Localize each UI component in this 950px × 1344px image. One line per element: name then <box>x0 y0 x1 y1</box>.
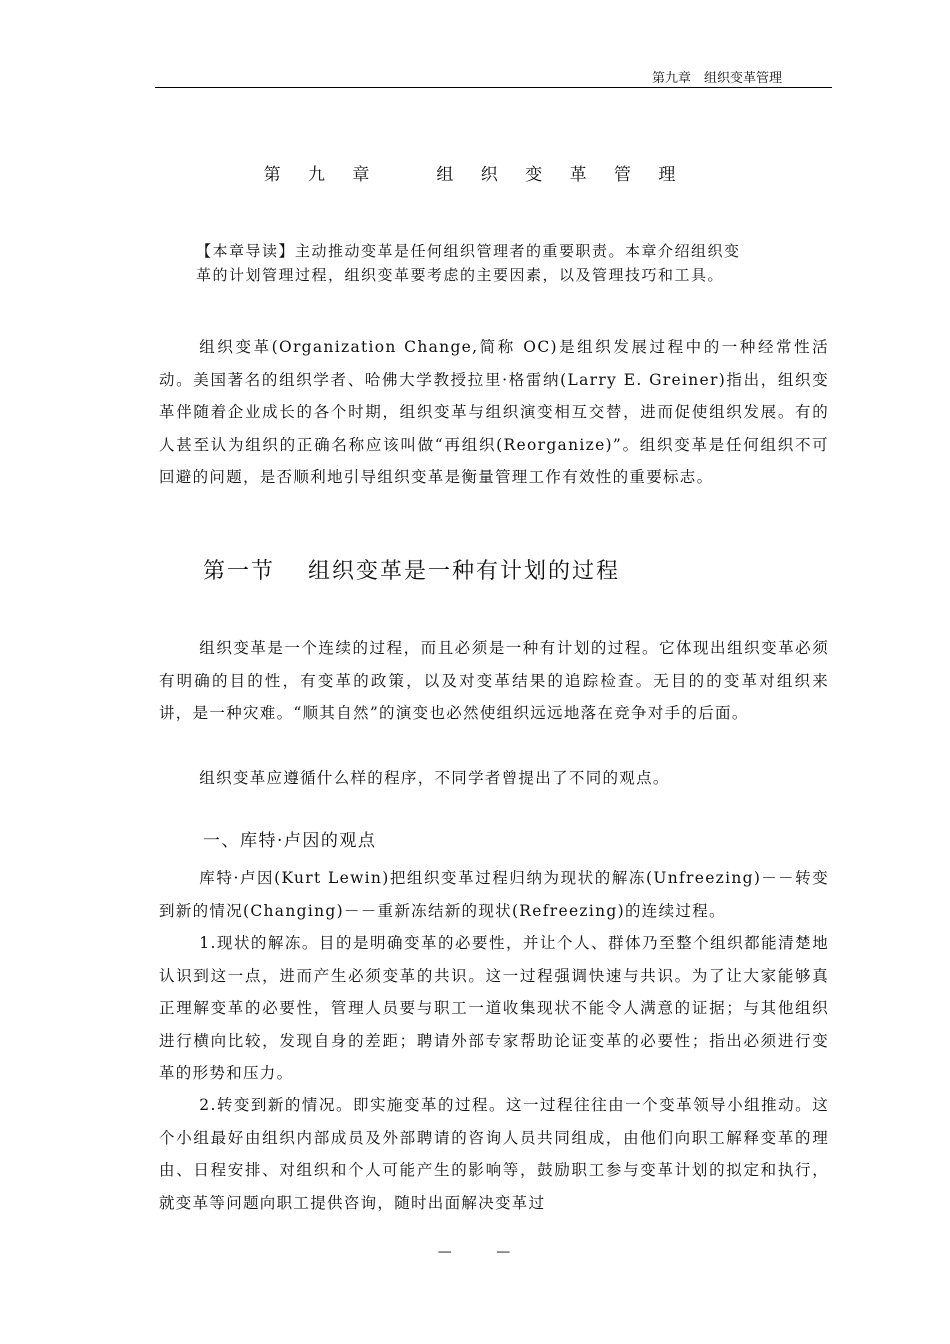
section-heading: 第一节 组织变革是一种有计划的过程 <box>203 559 620 584</box>
chapter-intro: 【本章导读】主动推动变革是任何组织管理者的重要职责。本章介绍组织变革的计划管理过程，组织变革要考虑的主要因素，以及管理技巧和工具。 <box>196 242 741 284</box>
paragraph-procedure-question: 组织变革应遵循什么样的程序，不同学者曾提出了不同的观点。 <box>199 769 670 787</box>
footer-left-mark: — <box>437 1244 454 1260</box>
footer-right-mark: — <box>496 1244 513 1260</box>
chapter-title: 第 九 章 组 织 变 革 管 理 <box>263 165 687 185</box>
page-footer <box>0 1244 950 1260</box>
subsection-heading: 一、库特·卢因的观点 <box>203 831 377 851</box>
running-header <box>155 70 832 88</box>
paragraph-changing: 2.转变到新的情况。即实施变革的过程。这一过程往往由一个变革领导小组推动。这个小组最好由组织内部成员及外部聘请的咨询人员共同组成，由他们向职工解释变革的理由、日程安排、对组织和个人可能产生的影响等，鼓励职工参与变革计划的拟定和执行，就变革等问题向职工提供咨询，随时出面解决变革过 <box>159 1096 829 1212</box>
paragraph-unfreezing: 1.现状的解冻。目的是明确变革的必要性，并让个人、群体乃至整个组织都能清楚地认识到这一点，进而产生必须变革的共识。这一过程强调快速与共识。为了让大家能够真正理解变革的必要性，管理人员要与职工一道收集现状不能令人满意的证据；与其他组织进行横向比较，发现自身的差距；聘请外部专家帮助论证变革的必要性；指出必须进行变革的形势和压力。 <box>159 934 829 1082</box>
paragraph-oc-definition: 组织变革(Organization Change,简称 OC)是组织发展过程中的一种经常性活动。美国著名的组织学者、哈佛大学教授拉里·格雷纳(Larry E. Greiner)指出，组织变革伴随着企业成长的各个时期，组织变革与组织演变相互交替，进而促使组织发展。有的人甚至认为组织的正确名称应该叫做“再组织(Reorganize)”。组织变革是任何组织不可回避的问题，是否顺利地引导组织变革是衡量管理工作有效性的重要标志。 <box>159 338 829 486</box>
paragraph-planned-process: 组织变革是一个连续的过程，而且必须是一种有计划的过程。它体现出组织变革必须有明确的目的性，有变革的政策，以及对变革结果的追踪检查。无目的的变革对组织来讲，是一种灾难。“顺其自然”的演变也必然使组织远远地落在竞争对手的后面。 <box>159 639 829 722</box>
paragraph-lewin-model: 库特·卢因(Kurt Lewin)把组织变革过程归纳为现状的解冻(Unfreezing)－－转变到新的情况(Changing)－－重新冻结新的现状(Refreezing)的连续过程。 <box>159 869 829 920</box>
running-header-title: 第九章 组织变革管理 <box>651 71 782 86</box>
